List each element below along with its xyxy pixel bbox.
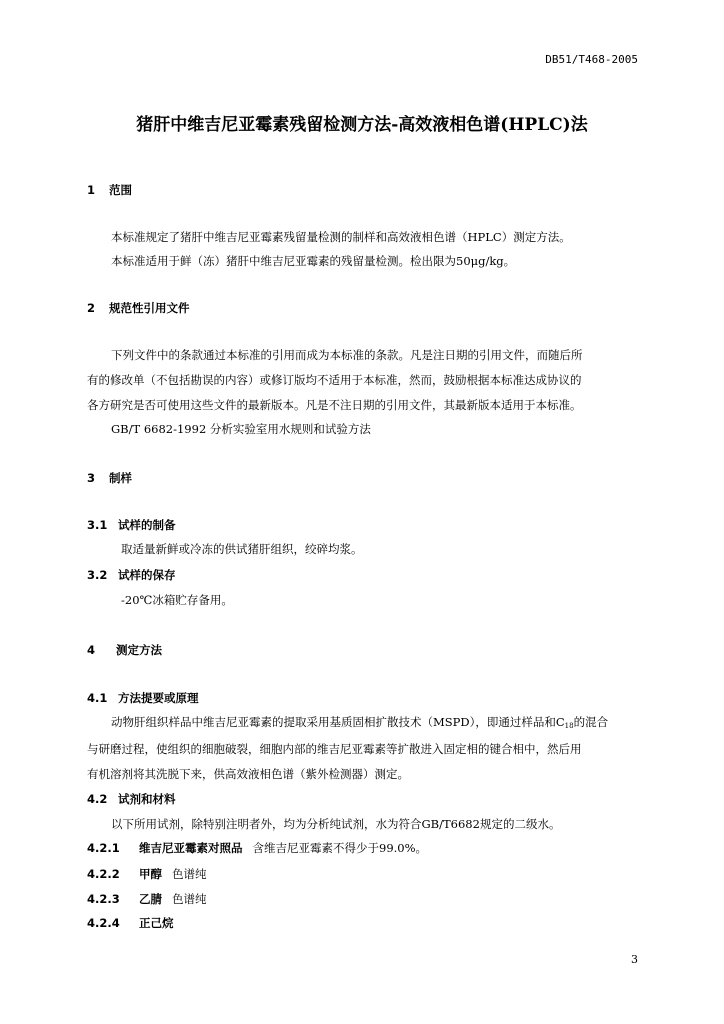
item-description: 含维吉尼亚霉素不得少于99.0%。 [252, 841, 428, 855]
item-number: 4.2.1 [87, 841, 120, 855]
subsection-number: 3.2 [87, 568, 108, 582]
item-name: 甲醇 [139, 867, 162, 881]
subsection-number: 4.1 [87, 691, 108, 705]
item-name: 正己烷 [139, 916, 174, 930]
paragraph: 本标准适用于鲜（冻）猪肝中维吉尼亚霉素的残留量检测。检出限为50μg/kg。 [111, 254, 516, 268]
section-number: 3 [87, 471, 96, 485]
section-1-heading [87, 182, 132, 198]
subsection-title: 方法提要或原理 [118, 691, 199, 705]
subsection-number: 4.2 [87, 792, 108, 806]
subsection-4-1-heading [87, 690, 199, 706]
subsection-3-2-heading [87, 567, 176, 583]
item-number: 4.2.2 [87, 867, 120, 881]
subsection-number: 3.1 [87, 518, 108, 532]
paragraph-line: 与研磨过程，使组织的细胞破裂，细胞内部的维吉尼亚霉素等扩散进入固定相的键合相中，然后用 [87, 742, 582, 756]
section-title: 制样 [109, 471, 132, 485]
reagent-item [87, 840, 427, 856]
section-title: 测定方法 [116, 643, 162, 657]
section-number: 1 [87, 183, 96, 197]
subsection-title: 试剂和材料 [118, 792, 176, 806]
normative-reference: GB/T 6682-1992 分析实验室用水规则和试验方法 [111, 422, 371, 436]
section-number: 4 [87, 643, 96, 657]
item-name: 维吉尼亚霉素对照品 [139, 841, 243, 855]
paragraph-line [111, 714, 663, 730]
item-number: 4.2.3 [87, 892, 120, 906]
item-description: 色谱纯 [172, 892, 207, 906]
subsection-4-2-heading [87, 791, 176, 807]
section-number: 2 [87, 301, 96, 315]
text-run: 的混合 [573, 715, 609, 729]
section-4-heading [87, 642, 162, 658]
reagent-item [87, 915, 184, 931]
item-description: 色谱纯 [172, 867, 207, 881]
paragraph-line: 有机溶剂将其洗脱下来，供高效液相色谱（紫外检测器）测定。 [87, 767, 409, 781]
paragraph-line: 各方研究是否可使用这些文件的最新版本。凡是不注日期的引用文件，其最新版本适用于本标准。 [87, 398, 582, 412]
item-number: 4.2.4 [87, 916, 120, 930]
paragraph: 本标准规定了猪肝中维吉尼亚霉素残留量检测的制样和高效液相色谱（HPLC）测定方法。 [111, 230, 571, 244]
document-title: 猪肝中维吉尼亚霉素残留检测方法-高效液相色谱(HPLC)法 [136, 115, 588, 135]
paragraph: 以下所用试剂，除特别注明者外，均为分析纯试剂，水为符合GB/T6682规定的二级水。 [111, 817, 561, 831]
item-name: 乙腈 [139, 892, 162, 906]
section-2-heading [87, 300, 190, 316]
section-title: 范围 [109, 183, 132, 197]
subsection-title: 试样的保存 [118, 568, 176, 582]
paragraph-line: 有的修改单（不包括勘误的内容）或修订版均不适用于本标准，然而，鼓励根据本标准达成协议的 [87, 373, 582, 387]
paragraph: 取适量新鲜或冷冻的供试猪肝组织，绞碎均浆。 [121, 542, 363, 556]
paragraph-line: 下列文件中的条款通过本标准的引用而成为本标准的条款。凡是注日期的引用文件，而随后所 [111, 348, 583, 362]
subsection-3-1-heading [87, 517, 176, 533]
page-number: 3 [631, 953, 638, 966]
text-run: 动物肝组织样品中维吉尼亚霉素的提取采用基质固相扩散技术（MSPD），即通过样品和C [111, 715, 565, 729]
standard-code: DB51/T468-2005 [545, 53, 638, 66]
reagent-item [87, 891, 207, 907]
subsection-title: 试样的制备 [118, 518, 176, 532]
paragraph: -20℃冰箱贮存备用。 [121, 593, 233, 607]
section-3-heading [87, 470, 132, 486]
section-title: 规范性引用文件 [109, 301, 190, 315]
reagent-item [87, 866, 207, 882]
subscript: 18 [564, 722, 574, 730]
